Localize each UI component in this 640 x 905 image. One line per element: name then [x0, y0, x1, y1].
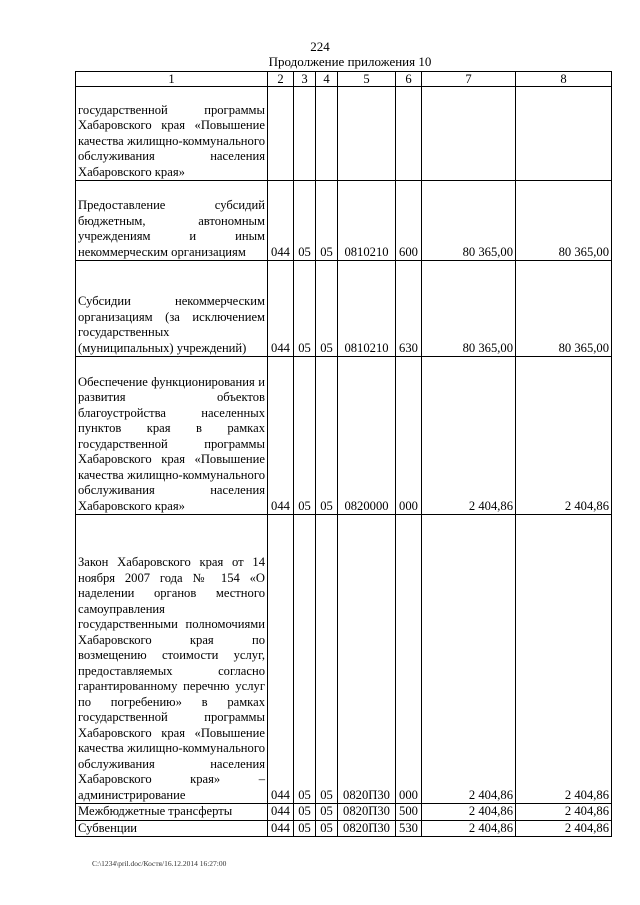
cell-section	[294, 87, 316, 181]
cell-ministry: 044	[268, 515, 294, 804]
cell-amount-2: 80 365,00	[516, 181, 612, 261]
column-header: 1	[76, 72, 268, 87]
column-header: 3	[294, 72, 316, 87]
column-header: 8	[516, 72, 612, 87]
row-description: Закон Хабаровского края от 14 ноября 2007 года № 154 «О наделении органов местного самоуправления государственными полномочиями Хабаровского края по возмещению стоимости услуг, предоставляемых согласно гарантированному перечню услуг по погребению» в рамках государственной программы Хабаровского края «Повышение качества жилищно-коммунального обслуживания населения Хабаровского края» – администрирование	[76, 515, 268, 804]
row-description: государственной программы Хабаровского края «Повышение качества жилищно-коммунального обслуживания населения Хабаровского края»	[76, 87, 268, 181]
row-description: Предоставление субсидий бюджетным, автономным учреждениям и иным некоммерческим организациям	[76, 181, 268, 261]
cell-ministry: 044	[268, 181, 294, 261]
cell-ministry: 044	[268, 357, 294, 515]
cell-ministry: 044	[268, 804, 294, 821]
cell-target-article: 0820000	[338, 357, 396, 515]
cell-expense-type: 000	[396, 515, 422, 804]
cell-target-article: 0810210	[338, 261, 396, 357]
cell-section: 05	[294, 181, 316, 261]
cell-amount-2: 2 404,86	[516, 515, 612, 804]
budget-table	[75, 71, 612, 837]
cell-section: 05	[294, 261, 316, 357]
cell-section: 05	[294, 820, 316, 837]
cell-subsection	[316, 87, 338, 181]
cell-amount-2: 80 365,00	[516, 261, 612, 357]
cell-subsection: 05	[316, 804, 338, 821]
table-row	[76, 820, 612, 837]
column-header: 4	[316, 72, 338, 87]
cell-target-article: 0820П30	[338, 515, 396, 804]
column-header: 7	[422, 72, 516, 87]
cell-subsection: 05	[316, 181, 338, 261]
cell-amount-2: 2 404,86	[516, 357, 612, 515]
cell-subsection: 05	[316, 515, 338, 804]
table-row	[76, 515, 612, 804]
cell-target-article	[338, 87, 396, 181]
cell-amount-2: 2 404,86	[516, 820, 612, 837]
cell-amount-1	[422, 87, 516, 181]
cell-expense-type	[396, 87, 422, 181]
column-header: 5	[338, 72, 396, 87]
file-path-footer: C:\1234\pril.doc/Костя/16.12.2014 16:27:00	[92, 859, 227, 868]
cell-amount-1: 2 404,86	[422, 820, 516, 837]
cell-expense-type: 000	[396, 357, 422, 515]
table-row	[76, 357, 612, 515]
cell-section: 05	[294, 804, 316, 821]
cell-target-article: 0820П30	[338, 820, 396, 837]
row-description: Обеспечение функционирования и развития объектов благоустройства населенных пунктов края в рамках государственной программы Хабаровского края «Повышение качества жилищно-коммунального обслуживания населения Хабаровского края»	[76, 357, 268, 515]
continuation-title: Продолжение приложения 10	[268, 54, 432, 69]
cell-section: 05	[294, 357, 316, 515]
cell-amount-1: 2 404,86	[422, 357, 516, 515]
cell-amount-2	[516, 87, 612, 181]
cell-amount-1: 2 404,86	[422, 515, 516, 804]
table-row	[76, 261, 612, 357]
cell-expense-type: 630	[396, 261, 422, 357]
cell-amount-1: 80 365,00	[422, 261, 516, 357]
cell-target-article: 0810210	[338, 181, 396, 261]
cell-target-article: 0820П30	[338, 804, 396, 821]
cell-expense-type: 500	[396, 804, 422, 821]
cell-amount-1: 2 404,86	[422, 804, 516, 821]
cell-expense-type: 530	[396, 820, 422, 837]
column-header: 2	[268, 72, 294, 87]
table-row	[76, 181, 612, 261]
column-header: 6	[396, 72, 422, 87]
cell-ministry: 044	[268, 261, 294, 357]
cell-amount-2: 2 404,86	[516, 804, 612, 821]
cell-subsection: 05	[316, 261, 338, 357]
cell-ministry	[268, 87, 294, 181]
cell-expense-type: 600	[396, 181, 422, 261]
table-header-row	[76, 72, 612, 87]
cell-ministry: 044	[268, 820, 294, 837]
row-description: Субвенции	[76, 820, 268, 837]
cell-subsection: 05	[316, 357, 338, 515]
row-description: Межбюджетные трансферты	[76, 804, 268, 821]
row-description: Субсидии некоммерческим организациям (за исключением государственных (муниципальных) учреждений)	[76, 261, 268, 357]
page-number: 224	[310, 39, 330, 54]
cell-amount-1: 80 365,00	[422, 181, 516, 261]
table-row	[76, 87, 612, 181]
cell-subsection: 05	[316, 820, 338, 837]
cell-section: 05	[294, 515, 316, 804]
table-row	[76, 804, 612, 821]
